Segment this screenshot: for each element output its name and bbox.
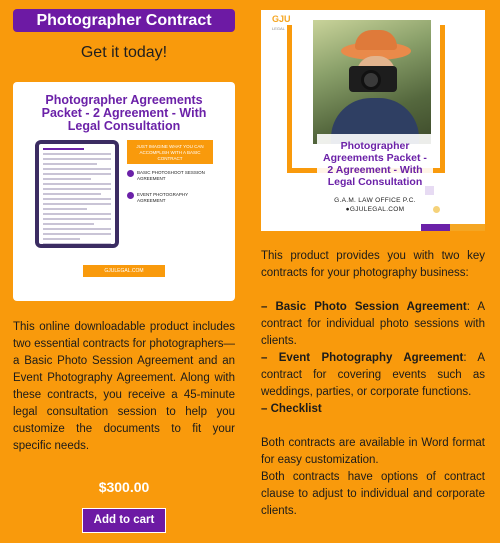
decor-dot: [433, 206, 440, 213]
card-title: Photographer Agreements Packet - 2 Agreement - With Legal Consultation: [317, 134, 433, 192]
product-title: Photographer Contract: [13, 9, 235, 32]
feature-item: [127, 192, 207, 204]
product-price: $300.00: [98, 479, 150, 495]
feature-label: EVENT PHOTOGRAPHY AGREEMENT: [137, 192, 189, 203]
decor-bar: [421, 224, 485, 231]
url-strip: GJULEGAL.COM: [83, 265, 165, 277]
firm-info: G.A.M. LAW OFFICE P.C. ●GJULEGAL.COM: [334, 197, 416, 213]
add-to-cart-button[interactable]: Add to cart: [82, 508, 166, 533]
tablet-mockup: [35, 140, 119, 248]
decor-square: [425, 186, 434, 195]
feature-item: [127, 170, 207, 182]
details-intro: This product provides you with two key contracts for your photography business:: [261, 250, 485, 279]
tagline: Get it today!: [80, 44, 168, 61]
product-image-right[interactable]: [261, 10, 485, 231]
gju-logo: GJU LEGAL: [272, 14, 291, 31]
product-description: This online downloadable product includes two essential contracts for photographers—a Basic Photo Session Agreement and an Event Photography Agreement. Along with these contracts, you receive a 45-minute legal consultation session to help you customize the documents to fit your specific needs.: [13, 321, 235, 452]
document-preview: [39, 144, 115, 244]
details-item: – Basic Photo Session Agreement: A contract for individual photo sessions with clients.: [261, 301, 485, 347]
check-icon: [127, 192, 134, 199]
feature-label: BASIC PHOTOSHOOT SESSION AGREEMENT: [137, 170, 205, 181]
check-icon: [127, 170, 134, 177]
promo-banner: JUST IMAGINE WHAT YOU CAN ACCOMPLISH WITH A BASIC CONTRACT: [127, 140, 213, 164]
details-item: – Event Photography Agreement: A contract for covering events such as weddings, parties, or corporate functions.: [261, 352, 485, 398]
photographer-photo: [313, 20, 431, 144]
lens: [361, 70, 381, 90]
card-title: Photographer Agreements Packet - 2 Agreement - With Legal Consultation: [41, 93, 207, 133]
details-paragraph: Both contracts have options of contract clause to adjust to individual and corporate clients.: [261, 471, 485, 517]
details-paragraph: Both contracts are available in Word format for easy customization.: [261, 437, 485, 466]
hat-top: [355, 30, 397, 50]
details-item: – Checklist: [261, 403, 322, 415]
product-image-left[interactable]: [13, 82, 235, 301]
product-details: [261, 248, 485, 520]
